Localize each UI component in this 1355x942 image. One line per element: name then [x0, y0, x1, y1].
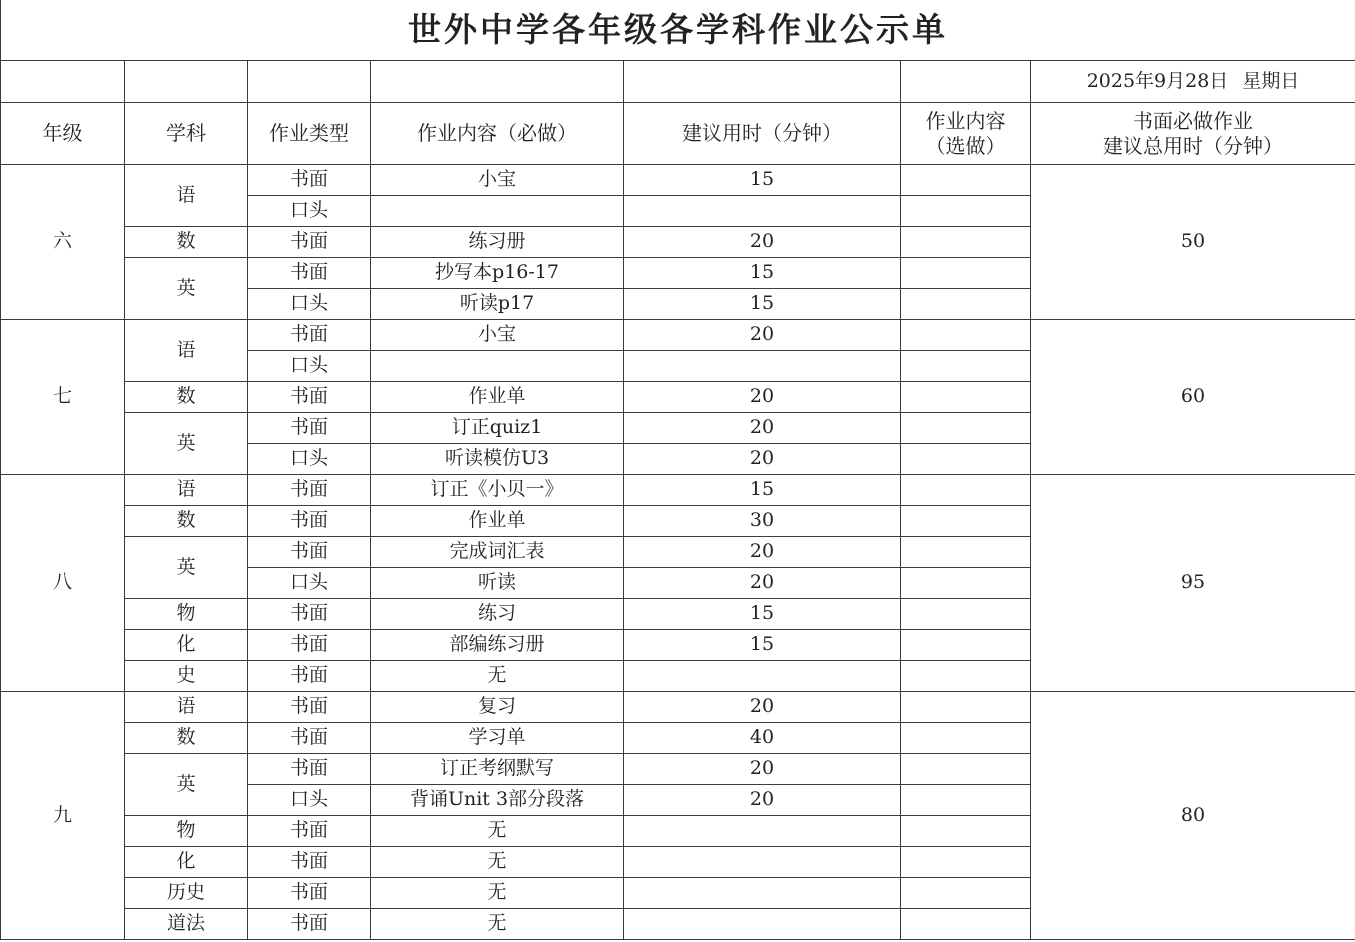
optional-cell — [901, 320, 1031, 351]
type-cell: 书面 — [248, 630, 371, 661]
subject-cell: 数 — [125, 227, 248, 258]
grade-cell: 七 — [1, 320, 125, 475]
type-cell: 口头 — [248, 289, 371, 320]
content-cell: 作业单 — [371, 382, 624, 413]
time-cell: 20 — [624, 320, 901, 351]
content-cell: 练习册 — [371, 227, 624, 258]
table-row — [1, 475, 1355, 506]
grade-cell: 六 — [1, 165, 125, 320]
subject-cell: 化 — [125, 847, 248, 878]
content-cell: 练习 — [371, 599, 624, 630]
content-cell — [371, 351, 624, 382]
blank-cell — [901, 61, 1031, 103]
total-time-cell: 95 — [1031, 475, 1355, 692]
header-subject: 学科 — [125, 103, 248, 165]
optional-cell — [901, 909, 1031, 940]
blank-cell — [1, 61, 125, 103]
optional-cell — [901, 723, 1031, 754]
time-cell: 20 — [624, 785, 901, 816]
blank-cell — [371, 61, 624, 103]
content-cell: 无 — [371, 847, 624, 878]
content-cell: 订正考纲默写 — [371, 754, 624, 785]
type-cell: 书面 — [248, 537, 371, 568]
content-cell: 部编练习册 — [371, 630, 624, 661]
time-cell: 20 — [624, 227, 901, 258]
content-cell: 听读p17 — [371, 289, 624, 320]
total-time-cell: 80 — [1031, 692, 1355, 940]
subject-cell: 语 — [125, 475, 248, 506]
time-cell: 20 — [624, 444, 901, 475]
page-title: 世外中学各年级各学科作业公示单 — [1, 0, 1355, 61]
type-cell: 书面 — [248, 320, 371, 351]
header-optional-line2: （选做） — [925, 133, 1006, 158]
table-row — [1, 165, 1355, 196]
subject-cell: 英 — [125, 537, 248, 599]
total-time-cell: 60 — [1031, 320, 1355, 475]
content-cell: 作业单 — [371, 506, 624, 537]
grade-cell: 八 — [1, 475, 125, 692]
type-cell: 书面 — [248, 723, 371, 754]
time-cell: 15 — [624, 165, 901, 196]
time-cell: 20 — [624, 382, 901, 413]
optional-cell — [901, 289, 1031, 320]
subject-cell: 历史 — [125, 878, 248, 909]
type-cell: 书面 — [248, 506, 371, 537]
type-cell: 书面 — [248, 661, 371, 692]
type-cell: 书面 — [248, 165, 371, 196]
blank-cell — [248, 61, 371, 103]
optional-cell — [901, 506, 1031, 537]
type-cell: 书面 — [248, 475, 371, 506]
subject-cell: 史 — [125, 661, 248, 692]
type-cell: 口头 — [248, 196, 371, 227]
content-cell: 订正《小贝一》 — [371, 475, 624, 506]
header-content-required: 作业内容（必做） — [371, 103, 624, 165]
blank-cell — [624, 61, 901, 103]
type-cell: 书面 — [248, 258, 371, 289]
content-cell: 完成词汇表 — [371, 537, 624, 568]
optional-cell — [901, 630, 1031, 661]
time-cell — [624, 196, 901, 227]
header-time: 建议用时（分钟） — [624, 103, 901, 165]
optional-cell — [901, 847, 1031, 878]
optional-cell — [901, 382, 1031, 413]
header-type: 作业类型 — [248, 103, 371, 165]
subject-cell: 语 — [125, 320, 248, 382]
optional-cell — [901, 227, 1031, 258]
content-cell: 订正quiz1 — [371, 413, 624, 444]
type-cell: 书面 — [248, 816, 371, 847]
time-cell: 20 — [624, 413, 901, 444]
optional-cell — [901, 196, 1031, 227]
header-total-line2: 建议总用时（分钟） — [1103, 133, 1284, 158]
content-cell: 无 — [371, 661, 624, 692]
content-cell: 无 — [371, 909, 624, 940]
time-cell — [624, 351, 901, 382]
content-cell: 小宝 — [371, 165, 624, 196]
optional-cell — [901, 444, 1031, 475]
content-cell: 听读 — [371, 568, 624, 599]
content-cell: 听读模仿U3 — [371, 444, 624, 475]
optional-cell — [901, 537, 1031, 568]
date-text: 2025年9月28日 — [1086, 69, 1229, 92]
type-cell: 书面 — [248, 382, 371, 413]
header-optional — [901, 103, 1031, 165]
time-cell: 30 — [624, 506, 901, 537]
type-cell: 书面 — [248, 413, 371, 444]
subject-cell: 物 — [125, 816, 248, 847]
time-cell — [624, 816, 901, 847]
header-total — [1031, 103, 1355, 165]
optional-cell — [901, 165, 1031, 196]
time-cell: 20 — [624, 692, 901, 723]
optional-cell — [901, 692, 1031, 723]
type-cell: 口头 — [248, 351, 371, 382]
grade-cell: 九 — [1, 692, 125, 940]
table-row — [1, 692, 1355, 723]
weekday-text: 星期日 — [1242, 69, 1300, 92]
header-grade: 年级 — [1, 103, 125, 165]
optional-cell — [901, 816, 1031, 847]
total-time-cell: 50 — [1031, 165, 1355, 320]
type-cell: 书面 — [248, 909, 371, 940]
subject-cell: 英 — [125, 413, 248, 475]
optional-cell — [901, 258, 1031, 289]
optional-cell — [901, 754, 1031, 785]
content-cell: 小宝 — [371, 320, 624, 351]
optional-cell — [901, 475, 1031, 506]
time-cell: 40 — [624, 723, 901, 754]
subject-cell: 语 — [125, 165, 248, 227]
blank-cell — [125, 61, 248, 103]
optional-cell — [901, 661, 1031, 692]
subject-cell: 数 — [125, 506, 248, 537]
time-cell: 20 — [624, 537, 901, 568]
subject-cell: 数 — [125, 723, 248, 754]
time-cell: 15 — [624, 630, 901, 661]
subject-cell: 化 — [125, 630, 248, 661]
type-cell: 书面 — [248, 599, 371, 630]
time-cell — [624, 661, 901, 692]
optional-cell — [901, 568, 1031, 599]
time-cell — [624, 878, 901, 909]
optional-cell — [901, 413, 1031, 444]
type-cell: 口头 — [248, 785, 371, 816]
time-cell: 15 — [624, 258, 901, 289]
time-cell — [624, 909, 901, 940]
table-row — [1, 320, 1355, 351]
header-total-line1: 书面必做作业 — [1133, 108, 1254, 133]
time-cell: 15 — [624, 289, 901, 320]
content-cell: 无 — [371, 878, 624, 909]
time-cell: 20 — [624, 754, 901, 785]
time-cell — [624, 847, 901, 878]
type-cell: 书面 — [248, 754, 371, 785]
type-cell: 书面 — [248, 878, 371, 909]
optional-cell — [901, 351, 1031, 382]
subject-cell: 语 — [125, 692, 248, 723]
header-optional-line1: 作业内容 — [925, 108, 1006, 133]
content-cell: 背诵Unit 3部分段落 — [371, 785, 624, 816]
date-row — [1, 61, 1355, 103]
type-cell: 书面 — [248, 692, 371, 723]
content-cell: 学习单 — [371, 723, 624, 754]
content-cell: 无 — [371, 816, 624, 847]
optional-cell — [901, 599, 1031, 630]
optional-cell — [901, 878, 1031, 909]
time-cell: 15 — [624, 475, 901, 506]
optional-cell — [901, 785, 1031, 816]
content-cell — [371, 196, 624, 227]
type-cell: 口头 — [248, 568, 371, 599]
type-cell: 口头 — [248, 444, 371, 475]
type-cell: 书面 — [248, 847, 371, 878]
subject-cell: 物 — [125, 599, 248, 630]
time-cell: 15 — [624, 599, 901, 630]
subject-cell: 道法 — [125, 909, 248, 940]
subject-cell: 英 — [125, 258, 248, 320]
header-row — [1, 103, 1355, 165]
type-cell: 书面 — [248, 227, 371, 258]
content-cell: 复习 — [371, 692, 624, 723]
subject-cell: 数 — [125, 382, 248, 413]
date-cell — [1031, 61, 1355, 103]
title-row — [1, 0, 1355, 61]
subject-cell: 英 — [125, 754, 248, 816]
time-cell: 20 — [624, 568, 901, 599]
content-cell: 抄写本p16-17 — [371, 258, 624, 289]
